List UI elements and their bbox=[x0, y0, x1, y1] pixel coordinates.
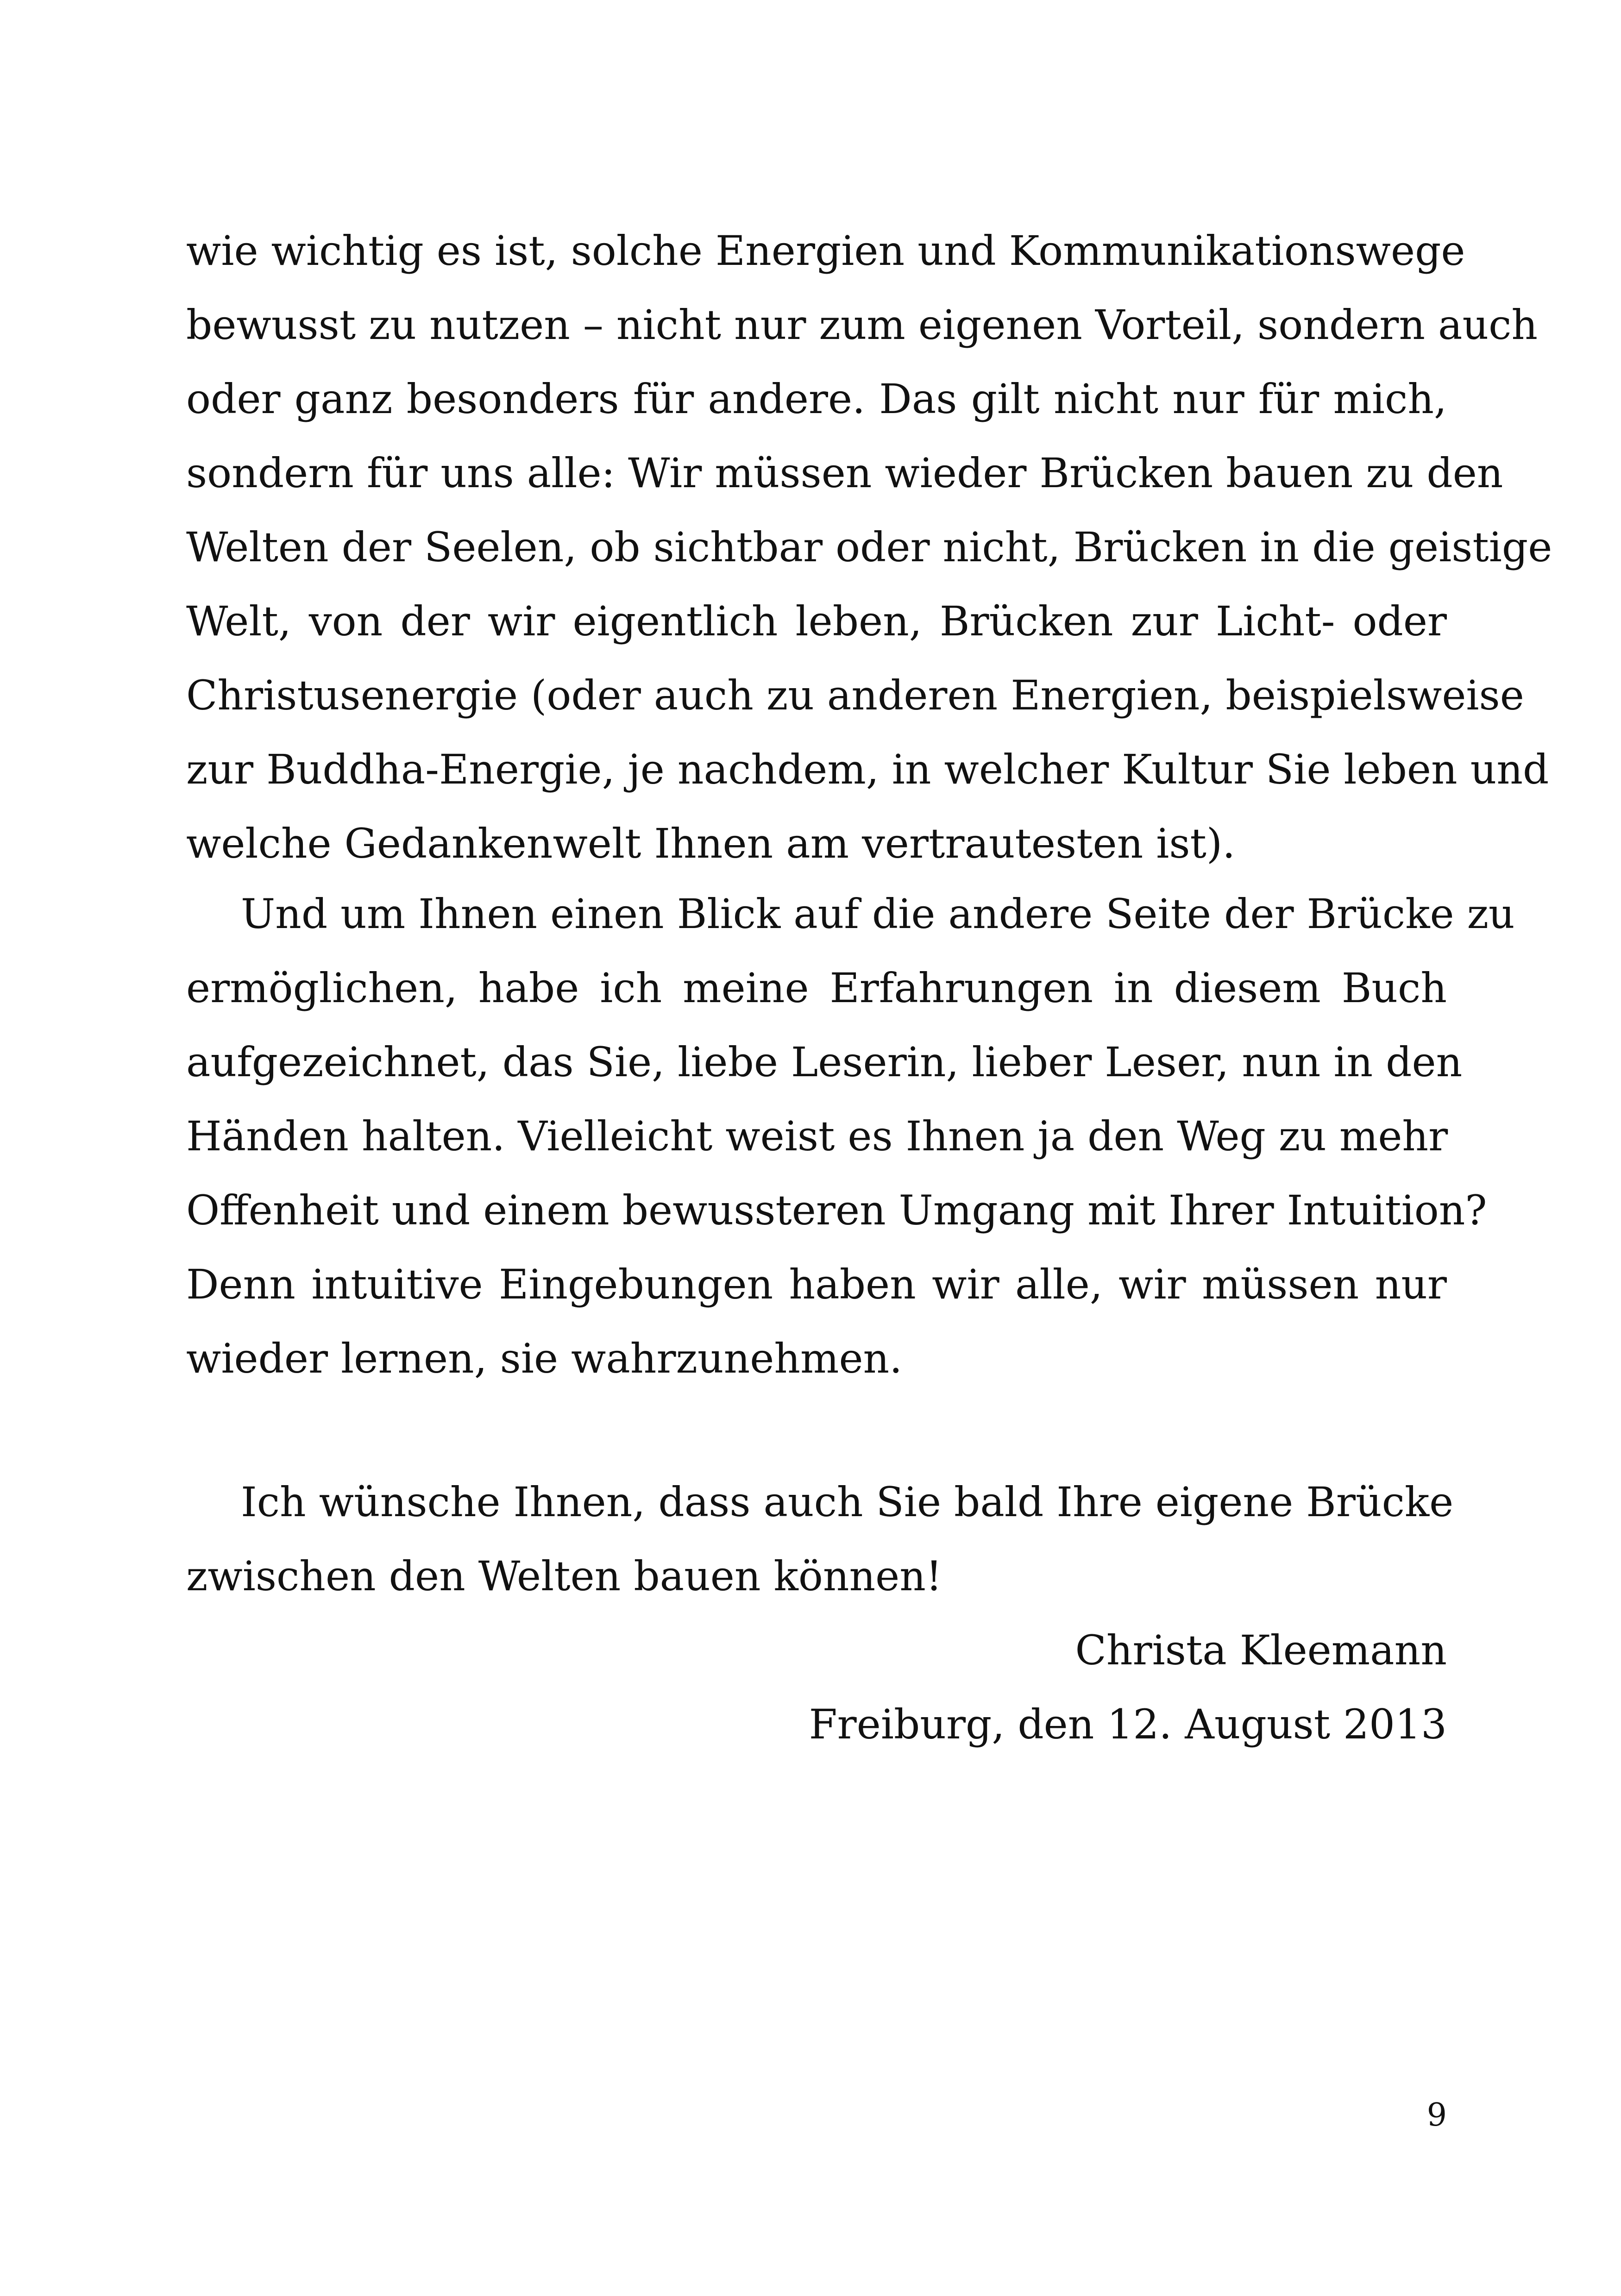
text-line: oder ganz besonders für andere. Das gilt nicht nur für mich, bbox=[186, 375, 1447, 423]
text-line: Welten der Seelen, ob sichtbar oder nicht, Brücken in die geistige bbox=[186, 523, 1552, 571]
paragraph-1 bbox=[186, 214, 1552, 881]
text-line: wie wichtig es ist, solche Energien und Kommunikationswege bbox=[186, 227, 1465, 275]
text-line: bewusst zu nutzen – nicht nur zum eigenen Vorteil, sondern auch bbox=[186, 301, 1538, 349]
text-line: Offenheit und einem bewussteren Umgang mit Ihrer Intuition? bbox=[186, 1186, 1487, 1234]
text-line: sondern für uns alle: Wir müssen wieder Brücken bauen zu den bbox=[186, 449, 1503, 497]
author-name: Christa Kleemann bbox=[1075, 1626, 1447, 1674]
text-line: wieder lernen, sie wahrzunehmen. bbox=[186, 1335, 903, 1382]
text-line: Ich wünsche Ihnen, dass auch Sie bald Ihre eigene Brücke bbox=[241, 1478, 1454, 1526]
place-and-date: Freiburg, den 12. August 2013 bbox=[809, 1700, 1447, 1748]
text-line: ermöglichen, habe ich meine Erfahrungen in diesem Buch bbox=[186, 964, 1447, 1012]
text-line: aufgezeichnet, das Sie, liebe Leserin, lieber Leser, nun in den bbox=[186, 1038, 1463, 1086]
paragraph-2 bbox=[186, 877, 1515, 1396]
text-line: zur Buddha-Energie, je nachdem, in welcher Kultur Sie leben und bbox=[186, 746, 1549, 793]
paragraph-3 bbox=[186, 1465, 1454, 1613]
text-line: zwischen den Welten bauen können! bbox=[186, 1552, 942, 1600]
text-line: welche Gedankenwelt Ihnen am vertrautesten ist). bbox=[186, 820, 1236, 867]
text-line: Händen halten. Vielleicht weist es Ihnen ja den Weg zu mehr bbox=[186, 1112, 1448, 1160]
text-line: Und um Ihnen einen Blick auf die andere Seite der Brücke zu bbox=[241, 890, 1515, 938]
text-line: Welt, von der wir eigentlich leben, Brücken zur Licht- oder bbox=[186, 597, 1447, 645]
text-line: Denn intuitive Eingebungen haben wir alle, wir müssen nur bbox=[186, 1261, 1447, 1308]
text-line: Christusenergie (oder auch zu anderen Energien, beispielsweise bbox=[186, 671, 1524, 719]
page-number: 9 bbox=[1426, 2097, 1447, 2133]
